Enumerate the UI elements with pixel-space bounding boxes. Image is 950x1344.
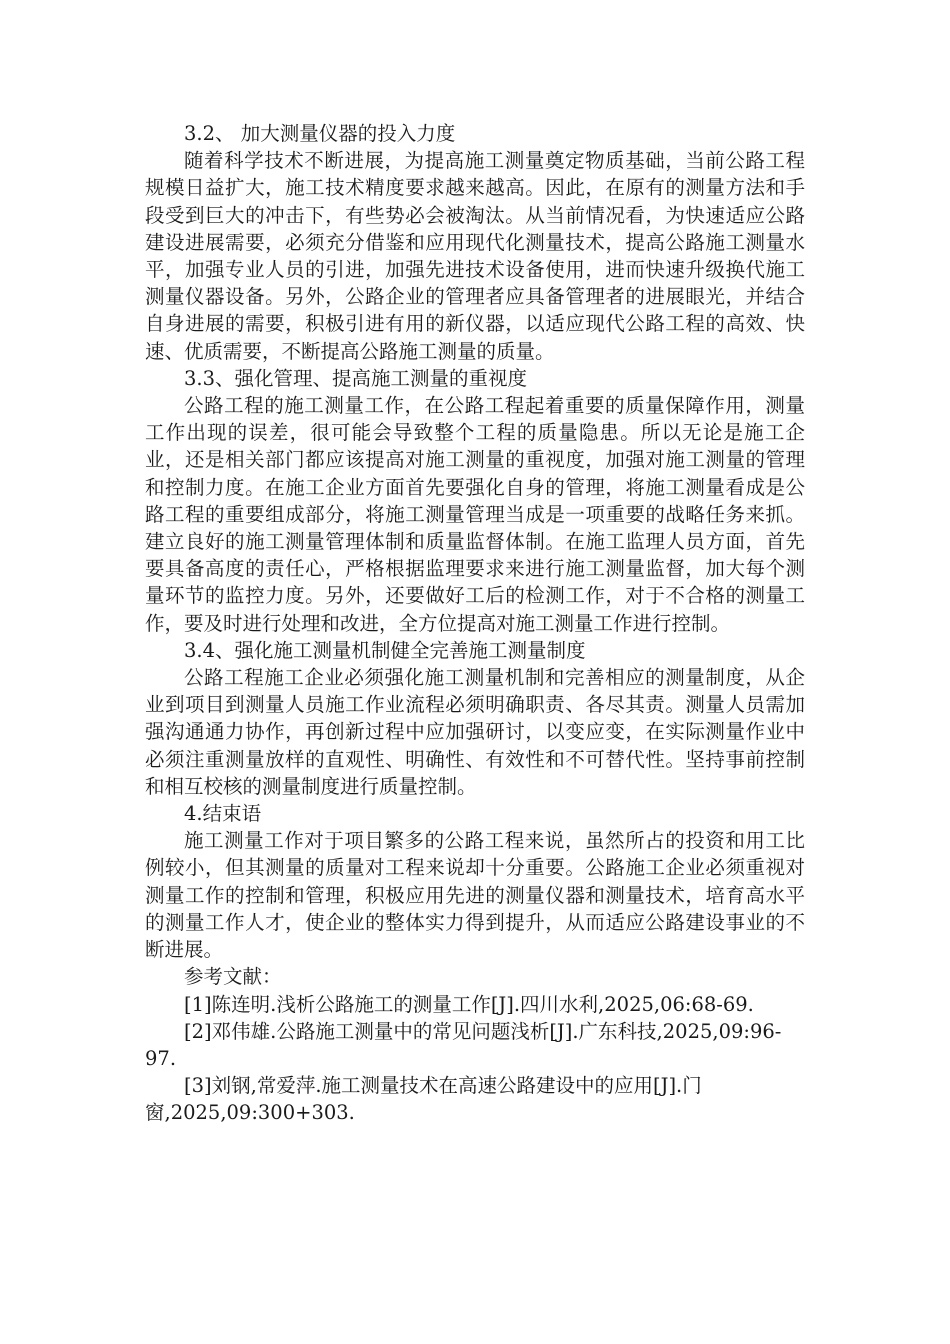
reference-item: [1]陈连明.浅析公路施工的测量工作[J].四川水利,2025,06:68-69. bbox=[184, 992, 754, 1016]
section-4-paragraph: 施工测量工作对于项目繁多的公路工程来说，虽然所占的投资和用工比例较小，但其测量的质量对工程来说却十分重要。公路施工企业必须重视对测量工作的控制和管理，积极应用先进的测量仪器和测量技术，培育高水平的测量工作人才，使企业的整体实力得到提升，从而适应公路建设事业的不断进展。 bbox=[145, 829, 805, 962]
section-3-3-paragraph: 公路工程的施工测量工作，在公路工程起着重要的质量保障作用，测量工作出现的误差，很可能会导致整个工程的质量隐患。所以无论是施工企业，还是相关部门都应该提高对施工测量的重视度，加强对施工测量的管理和控制力度。在施工企业方面首先要强化自身的管理，将施工测量看成是公路工程的重要组成部分，将施工测量管理当成是一项重要的战略任务来抓。建立良好的施工测量管理体制和质量监督体制。在施工监理人员方面，首先要具备高度的责任心，严格根据监理要求来进行施工测量监督，加大每个测量环节的监控力度。另外，还要做好工后的检测工作，对于不合格的测量工作，要及时进行处理和改进，全方位提高对施工测量工作进行控制。 bbox=[145, 394, 805, 635]
section-3-2-paragraph: 随着科学技术不断进展，为提高施工测量奠定物质基础，当前公路工程规模日益扩大，施工技术精度要求越来越高。因此，在原有的测量方法和手段受到巨大的冲击下，有些势必会被淘汰。从当前情况看，为快速适应公路建设进展需要，必须充分借鉴和应用现代化测量技术，提高公路施工测量水平，加强专业人员的引进，加强先进技术设备使用，进而快速升级换代施工测量仪器设备。另外，公路企业的管理者应具备管理者的进展眼光，并结合自身进展的需要，积极引进有用的新仪器，以适应现代公路工程的高效、快速、优质需要，不断提高公路施工测量的质量。 bbox=[145, 149, 805, 363]
section-3-4-paragraph: 公路工程施工企业必须强化施工测量机制和完善相应的测量制度，从企业到项目到测量人员施工作业流程必须明确职责、各尽其责。测量人员需加强沟通通力协作，再创新过程中应加强研讨，以变应变，在实际测量作业中必须注重测量放样的直观性、明确性、有效性和不可替代性。坚持事前控制和相互校核的测量制度进行质量控制。 bbox=[145, 666, 805, 798]
reference-item: [2]邓伟雄.公路施工测量中的常见问题浅析[J].广东科技,2025,09:96-97. bbox=[145, 1019, 782, 1070]
document-body bbox=[145, 120, 805, 1127]
section-3-3-heading: 3.3、强化管理、提高施工测量的重视度 bbox=[184, 366, 528, 390]
reference-item: [3]刘钢,常爱萍.施工测量技术在高速公路建设中的应用[J].门窗,2025,09:300+303. bbox=[145, 1074, 702, 1125]
references-heading: 参考文献： bbox=[184, 965, 282, 989]
section-3-2-heading: 3.2、 加大测量仪器的投入力度 bbox=[184, 122, 456, 145]
section-4-heading: 4.结束语 bbox=[184, 802, 262, 826]
section-3-4-heading: 3.4、强化施工测量机制健全完善施工测量制度 bbox=[184, 638, 586, 662]
